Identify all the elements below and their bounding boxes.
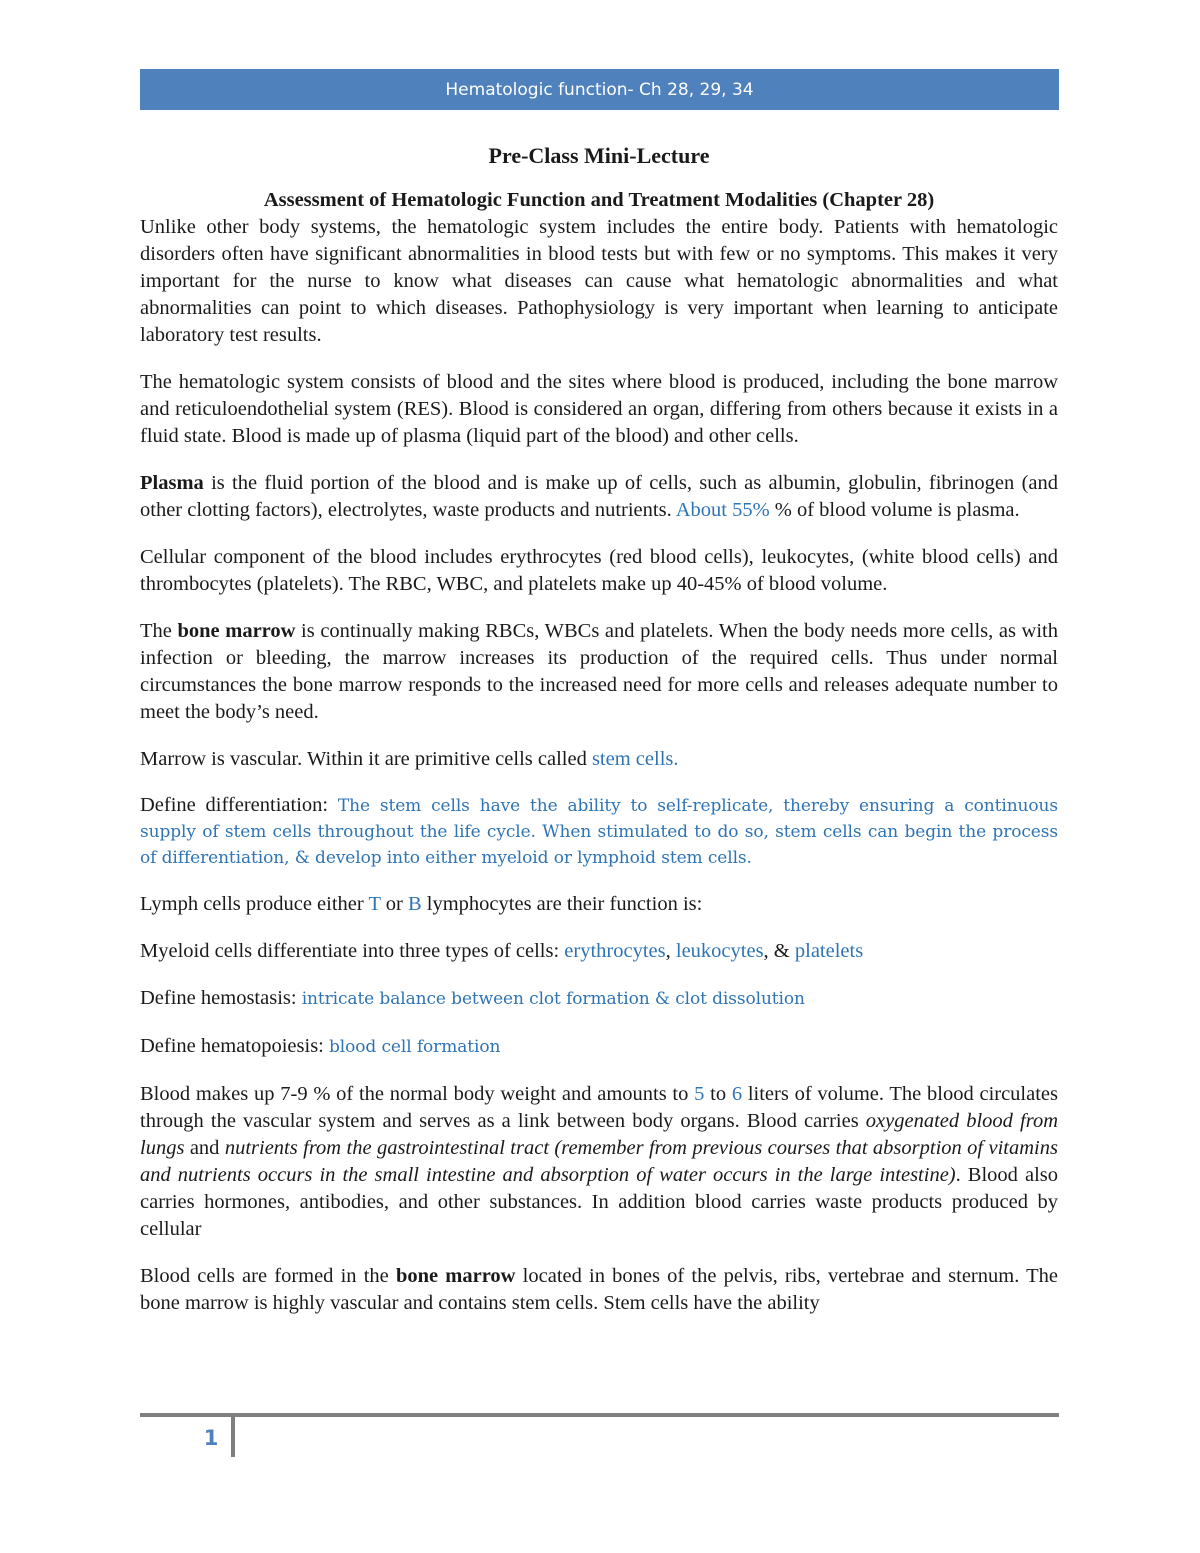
paragraph-blood-volume xyxy=(140,1081,1058,1243)
paragraph-hematologic-system: The hematologic system consists of blood and the sites where blood is produced, including the bone marrow and reticuloendothelial system (RES). Blood is considered an organ, differing from others because it exists in a fluid state. Blood is made up of plasma (liquid part of the blood) and other cells. xyxy=(140,371,1058,447)
paragraph-myeloid-cells xyxy=(140,938,1058,965)
myeloid-sep-1: , xyxy=(665,940,676,962)
italic-nutrients: nutrients from the gastrointestinal tract (remember from previous courses that absorption of vitamins and nutrients occurs in the small intestine and absorption of water occurs in the large intestine) xyxy=(140,1137,1058,1186)
paragraph-cellular-component: Cellular component of the blood includes erythrocytes (red blood cells), leukocytes, (white blood cells) and thrombocytes (platelets). The RBC, WBC, and platelets make up 40-45% of blood volume. xyxy=(140,546,1058,595)
paragraph-differentiation xyxy=(140,793,1058,871)
header-text: Hematologic function- Ch 28, 29, 34 xyxy=(445,79,754,100)
answer-hemostasis: intricate balance between clot formation & clot dissolution xyxy=(301,989,805,1009)
lymph-post: lymphocytes are their function is: xyxy=(421,893,703,915)
myeloid-sep-2: , & xyxy=(763,940,795,962)
term-bone-marrow: bone marrow xyxy=(177,620,296,642)
blood-volume-post: liters of volume. The blood circulates through the vascular system and serves as a link between body organs. Blood carries xyxy=(140,1083,1059,1132)
paragraph-lymph-cells xyxy=(140,891,1058,918)
hemostasis-label: Define hemostasis: xyxy=(140,987,302,1009)
answer-b-lymphocytes: B xyxy=(407,893,422,915)
answer-t-lymphocytes: T xyxy=(368,893,381,915)
answer-hematopoiesis: blood cell formation xyxy=(329,1037,501,1057)
paragraph-marrow-vascular xyxy=(140,746,1058,773)
marrow-text: Marrow is vascular. Within it are primitive cells called xyxy=(140,748,592,770)
myeloid-pre: Myeloid cells differentiate into three types of cells: xyxy=(140,940,565,962)
paragraph-hemostasis xyxy=(140,985,1058,1013)
plasma-text: is the fluid portion of the blood and is make up of cells, such as albumin, globulin, fibrinogen (and other clotting factors), electrolytes, waste products and nutrients. xyxy=(140,472,1058,521)
term-plasma: Plasma xyxy=(140,472,204,494)
answer-platelets: platelets xyxy=(794,940,864,962)
bone-marrow-pre: The xyxy=(140,620,178,642)
page-title: Pre-Class Mini-Lecture xyxy=(488,143,710,168)
differentiation-label: Define differentiation: xyxy=(140,794,338,816)
section-heading: Assessment of Hematologic Function and Treatment Modalities (Chapter 28) xyxy=(263,189,935,211)
answer-liters-max: 6 xyxy=(731,1083,743,1105)
hematopoiesis-label: Define hematopoiesis: xyxy=(140,1035,330,1057)
term-bone-marrow-2: bone marrow xyxy=(395,1265,516,1287)
bone-marrow-text: is continually making RBCs, WBCs and platelets. When the body needs more cells, as with infection or bleeding, the marrow increases its production of the required cells. Thus under normal circumstances the bone marrow responds to the increased need for more cells and releases adequate number to meet the body’s need. xyxy=(140,620,1058,723)
plasma-text-end: % of blood volume is plasma. xyxy=(769,499,1020,521)
blood-volume-end: . Blood also carries hormones, antibodies, and other substances. In addition blood carries waste products produced by cellular xyxy=(140,1164,1058,1240)
document-body xyxy=(140,142,1058,1317)
answer-liters-min: 5 xyxy=(694,1083,705,1105)
answer-differentiation: The stem cells have the ability to self-replicate, thereby ensuring a continuous supply of stem cells throughout the life cycle. When stimulated to do so, stem cells can begin the process of differentiation, & develop into either myeloid or lymphoid stem cells. xyxy=(140,796,1058,868)
page-number: 1 xyxy=(203,1426,219,1450)
answer-stem-cells-period: . xyxy=(673,748,679,770)
answer-leukocytes: leukocytes xyxy=(675,940,764,962)
footer-vertical-divider xyxy=(231,1417,235,1457)
answer-plasma-percent: About 55% xyxy=(675,499,770,521)
formed-pre: Blood cells are formed in the xyxy=(140,1265,396,1287)
italic-oxygenated-blood: oxygenated blood from lungs xyxy=(140,1110,1058,1159)
blood-volume-and: and xyxy=(184,1137,225,1159)
page-header xyxy=(140,69,1059,110)
lymph-mid: or xyxy=(380,893,408,915)
answer-stem-cells: stem cells xyxy=(591,748,674,770)
answer-erythrocytes: erythrocytes xyxy=(564,940,666,962)
footer-divider xyxy=(140,1413,1059,1417)
blood-volume-mid: to xyxy=(704,1083,732,1105)
blood-volume-pre: Blood makes up 7-9 % of the normal body weight and amounts to xyxy=(140,1083,695,1105)
paragraph-hematopoiesis xyxy=(140,1033,1058,1061)
lymph-pre: Lymph cells produce either xyxy=(140,893,369,915)
paragraph-bone-marrow xyxy=(140,618,1058,726)
paragraph-blood-cells-formed xyxy=(140,1263,1058,1317)
paragraph-intro: Unlike other body systems, the hematologic system includes the entire body. Patients with hematologic disorders often have significant abnormalities in blood tests but with few or no symptoms. This makes it very important for the nurse to know what diseases can cause what hematologic abnormalities and what abnormalities can point to which diseases. Pathophysiology is very important when learning to anticipate laboratory test results. xyxy=(140,216,1058,346)
formed-text: located in bones of the pelvis, ribs, vertebrae and sternum. The bone marrow is highly vascular and contains stem cells. Stem cells have the ability xyxy=(140,1265,1058,1314)
paragraph-plasma xyxy=(140,470,1058,524)
